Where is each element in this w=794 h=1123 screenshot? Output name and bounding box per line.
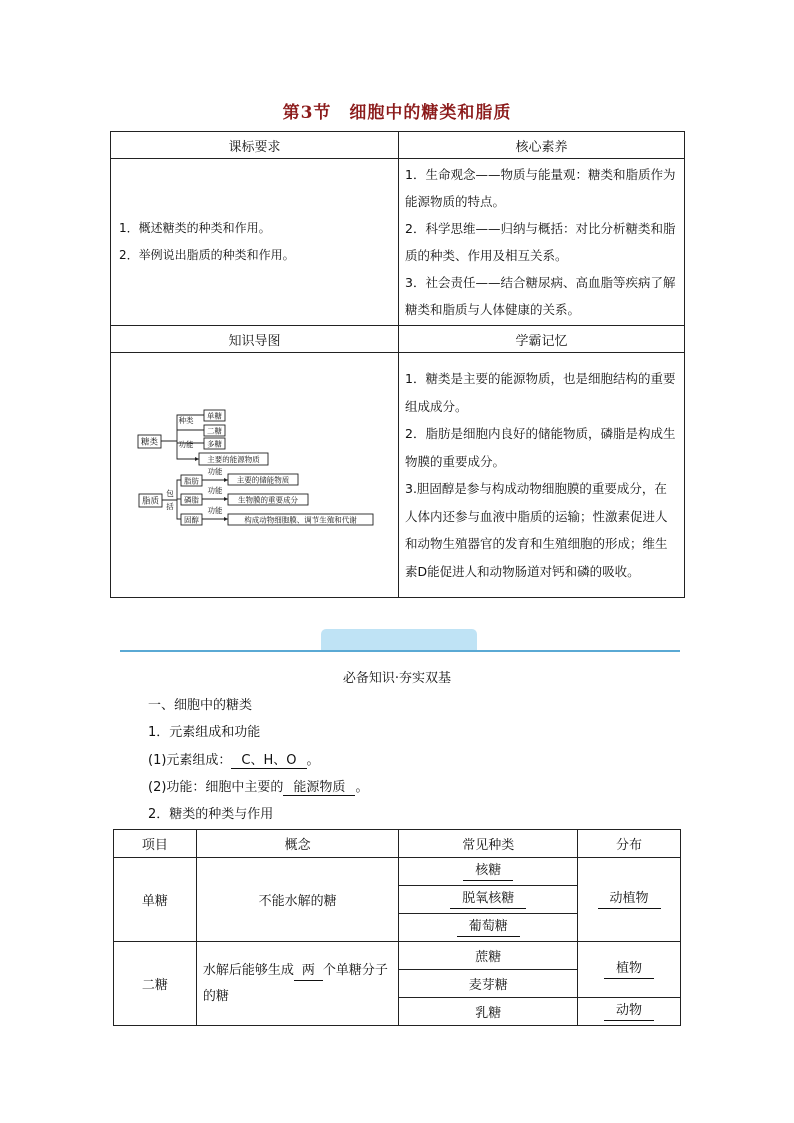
heading-elements-function: 1．元素组成和功能 (148, 725, 261, 740)
kind-item: 麦芽糖 (399, 970, 577, 998)
heading-sugar-types: 2．糖类的种类与作用 (148, 807, 274, 822)
map-func-sterol: 功能 (207, 506, 223, 515)
col-header-item: 项目 (114, 830, 197, 858)
distribution-value: 动植物 (598, 890, 661, 909)
header-core-literacy: 核心素养 (399, 132, 685, 159)
map-incl-2: 括 (166, 502, 174, 511)
kind-item: 蔗糖 (399, 942, 577, 970)
row-name: 单糖 (114, 858, 197, 942)
map-func-phospho: 功能 (207, 486, 223, 495)
kind-item: 乳糖 (475, 1006, 502, 1021)
requirement-2: 2．举例说出脂质的种类和作用。 (119, 248, 295, 262)
header-curriculum: 课标要求 (111, 132, 399, 159)
core-1: 1．生命观念——物质与能量观：糖类和脂质作为能源物质的特点。 (405, 167, 676, 209)
requirements-table (110, 131, 685, 598)
col-header-distribution: 分布 (578, 830, 681, 858)
map-phospho: 磷脂 (184, 495, 199, 505)
map-sterol: 固醇 (184, 515, 199, 525)
row-concept: 不能水解的糖 (196, 858, 399, 942)
section-heading: 必备知识·夯实双基 (342, 671, 452, 686)
kind-item: 脱氧核糖 (450, 890, 526, 909)
memory-1: 1．糖类是主要的能源物质，也是细胞结构的重要组成成分。 (405, 371, 676, 414)
memory-2: 2．脂肪是细胞内良好的储能物质，磷脂是构成生物膜的重要成分。 (405, 426, 676, 469)
heading-sugars: 一、细胞中的糖类 (148, 698, 253, 713)
element-answer: C、H、O (231, 749, 306, 769)
concept-answer: 两 (294, 962, 323, 981)
map-mono: 单糖 (207, 411, 222, 421)
memory-list (399, 353, 685, 598)
curriculum-list (111, 159, 399, 326)
core-2: 2．科学思维——归纳与概括：对比分析糖类和脂质的种类、作用及相互关系。 (405, 221, 676, 263)
kind-item: 葡萄糖 (457, 918, 520, 937)
map-lipid: 脂质 (141, 496, 160, 507)
knowledge-map-cell (111, 353, 399, 598)
col-header-concept: 概念 (196, 830, 399, 858)
function-label: (2)功能：细胞中主要的 (148, 780, 284, 795)
sugar-function (148, 776, 368, 796)
map-func-label: 功能 (178, 440, 194, 449)
section-banner (321, 629, 477, 650)
map-fat: 脂肪 (184, 476, 199, 486)
map-sugar-func: 主要的能源物质 (207, 455, 260, 464)
map-phospho-func: 生物膜的重要成分 (238, 495, 298, 505)
kind-item: 核糖 (463, 862, 513, 881)
map-poly: 多糖 (207, 439, 222, 449)
map-sugar: 糖类 (140, 437, 159, 448)
requirement-1: 1．概述糖类的种类和作用。 (119, 221, 271, 235)
distribution-value: 植物 (604, 960, 654, 979)
map-fat-func: 主要的储能物质 (236, 475, 290, 485)
core-3: 3．社会责任——结合糖尿病、高血脂等疾病了解糖类和脂质与人体健康的关系。 (405, 275, 676, 317)
element-composition (148, 749, 320, 769)
distribution-value: 动物 (604, 1002, 654, 1021)
map-kind-label: 种类 (178, 416, 194, 425)
col-header-kinds: 常见种类 (399, 830, 578, 858)
row-concept: 水解后能够生成 两 个单糖分子的糖 (196, 942, 399, 1026)
memory-3: 3.胆固醇是参与构成动物细胞膜的重要成分，在人体内还参与血液中脂质的运输；性激素促进人和动物生殖器官的发育和生殖细胞的形成；维生素D能促进人和动物肠道对钙和磷的吸收。 (405, 481, 668, 579)
sugar-types-table (113, 829, 681, 1026)
table-row (114, 942, 681, 1026)
function-end: 。 (355, 780, 369, 795)
header-memory: 学霸记忆 (399, 326, 685, 353)
row-name: 二糖 (114, 942, 197, 1026)
map-di: 二糖 (207, 426, 222, 436)
map-sterol-func: 构成动物细胞膜、调节生殖和代谢 (244, 515, 357, 525)
element-end: 。 (306, 753, 320, 768)
knowledge-map-diagram (111, 353, 398, 597)
map-func-fat: 功能 (207, 467, 223, 476)
section-divider (120, 650, 680, 652)
header-knowledge-map: 知识导图 (111, 326, 399, 353)
core-literacy-list (399, 159, 685, 326)
map-incl-1: 包 (166, 489, 174, 498)
page-title: 第3节 细胞中的糖类和脂质 (282, 103, 512, 123)
function-answer: 能源物质 (283, 776, 355, 796)
element-label: (1)元素组成： (148, 753, 232, 768)
table-row (114, 858, 681, 942)
